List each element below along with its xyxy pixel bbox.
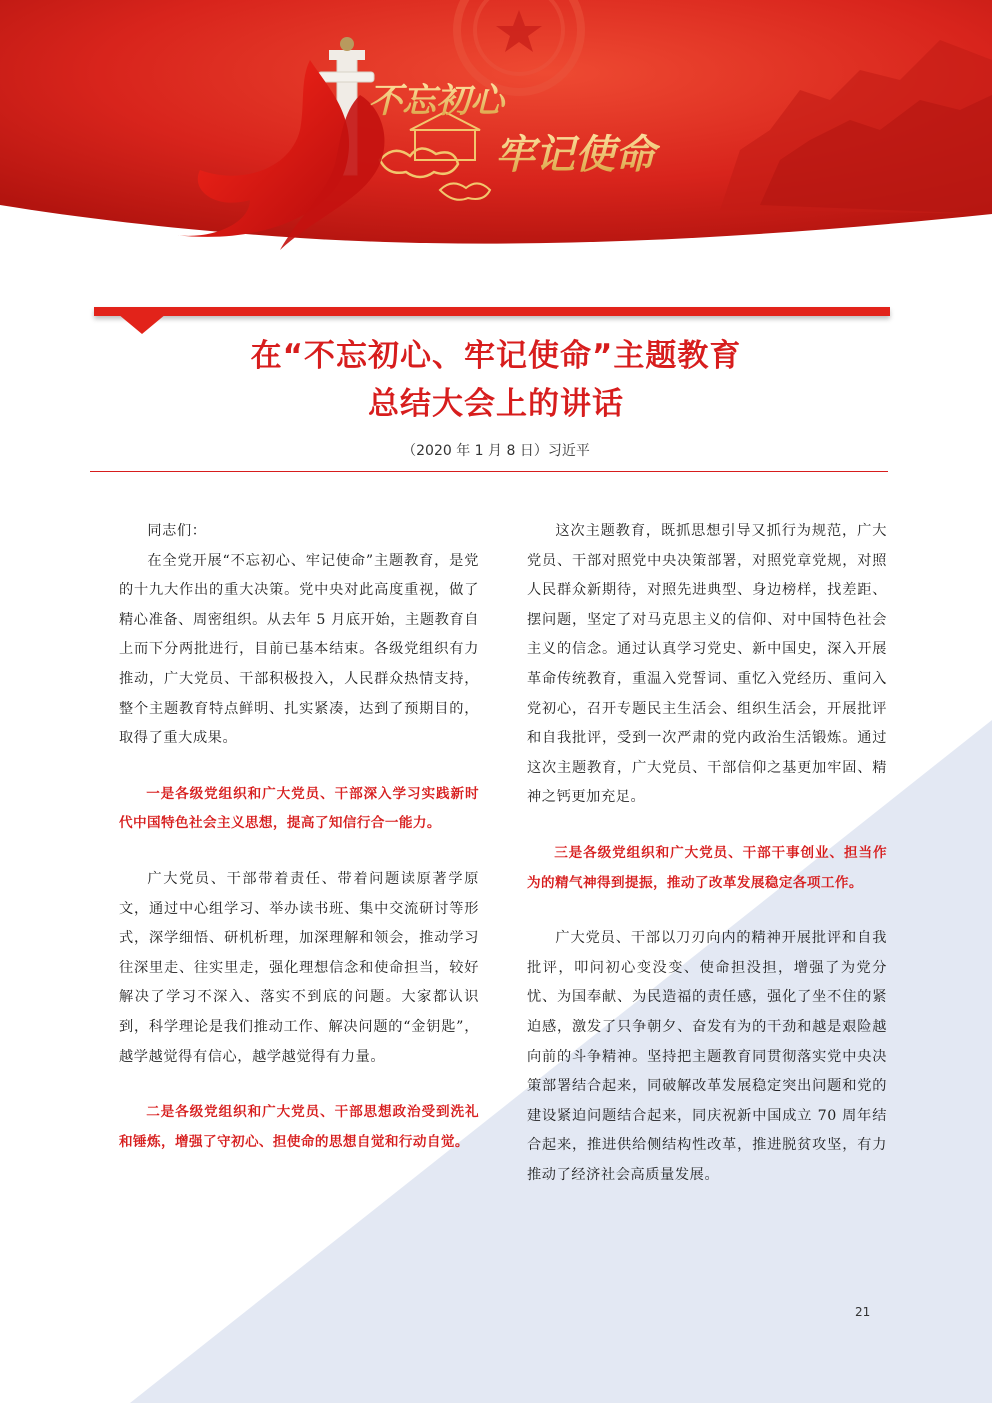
- section-heading-1: 一是各级党组织和广大党员、干部深入学习实践新时代中国特色社会主义思想，提高了知信行合一能力。: [119, 785, 479, 832]
- banner-slogan-line2: 牢记使命: [495, 131, 655, 178]
- title-line-2: 总结大会上的讲话: [368, 386, 624, 422]
- banner-slogan-line1: 不忘初心: [368, 81, 504, 121]
- right-column: [527, 517, 887, 1190]
- paragraph: 这次主题教育，既抓思想引导又抓行为规范，广大党员、干部对照党中央决策部署，对照党章党规，对照人民群众新期待，对照先进典型、身边榜样，找差距、摆问题，坚定了对马克思主义的信仰、对中国特色社会主义的信念。通过认真学习党史、新中国史，深入开展革命传统教育，重温入党誓词、重忆入党经历、重问入党初心，召开专题民主生活会、组织生活会，开展批评和自我批评，受到一次严肃的党内政治生活锻炼。通过这次主题教育，广大党员、干部信仰之基更加牢固、精神之钙更加充足。: [527, 523, 887, 806]
- section-heading-3: 三是各级党组织和广大党员、干部干事创业、担当作为的精气神得到提振，推动了改革发展稳定各项工作。: [527, 844, 887, 891]
- page-number: 21: [855, 1305, 871, 1319]
- title-divider: [90, 471, 888, 472]
- header-banner: [0, 0, 992, 260]
- article-title: [90, 332, 902, 428]
- paragraph: 广大党员、干部带着责任、带着问题读原著学原文，通过中心组学习、举办读书班、集中交流研讨等形式，深学细悟、研机析理，加深理解和领会，推动学习往深里走、往实里走，强化理想信念和使命担当，较好解决了学习不深入、落实不到底的问题。大家都认识到，科学理论是我们推动工作、解决问题的“金钥匙”，越学越觉得有信心，越学越觉得有力量。: [119, 870, 479, 1065]
- title-notch-arrow: [118, 314, 166, 334]
- title-line-1: 在“不忘初心、牢记使命”主题教育: [250, 338, 742, 374]
- paragraph: 在全党开展“不忘初心、牢记使命”主题教育，是党的十九大作出的重大决策。党中央对此高度重视，做了精心准备、周密组织。从去年 5 月底开始，主题教育自上而下分两批进行，目前已基本结束。各级党组织有力推动，广大党员、干部积极投入，人民群众热情支持，整个主题教育特点鲜明、扎实紧凑，达到了预期目的，取得了重大成果。: [119, 552, 479, 747]
- salutation: 同志们：: [147, 523, 207, 539]
- paragraph: 广大党员、干部以刀刃向内的精神开展批评和自我批评，叩问初心变没变、使命担没担，增强了为党分忧、为国奉献、为民造福的责任感，强化了坐不住的紧迫感，激发了只争朝夕、奋发有为的干劲和越是艰险越向前的斗争精神。坚持把主题教育同贯彻落实党中央决策部署结合起来，同破解改革发展稳定突出问题和党的建设紧迫问题结合起来，同庆祝新中国成立 70 周年结合起来，推进供给侧结构性改革，推进脱贫攻坚，有力推动了经济社会高质量发展。: [527, 930, 887, 1183]
- title-bar: [94, 307, 890, 316]
- section-heading-2: 二是各级党组织和广大党员、干部思想政治受到洗礼和锤炼，增强了守初心、担使命的思想自觉和行动自觉。: [119, 1104, 479, 1150]
- left-column: [119, 517, 479, 1183]
- article-byline: （2020 年 1 月 8 日）习近平: [402, 443, 590, 459]
